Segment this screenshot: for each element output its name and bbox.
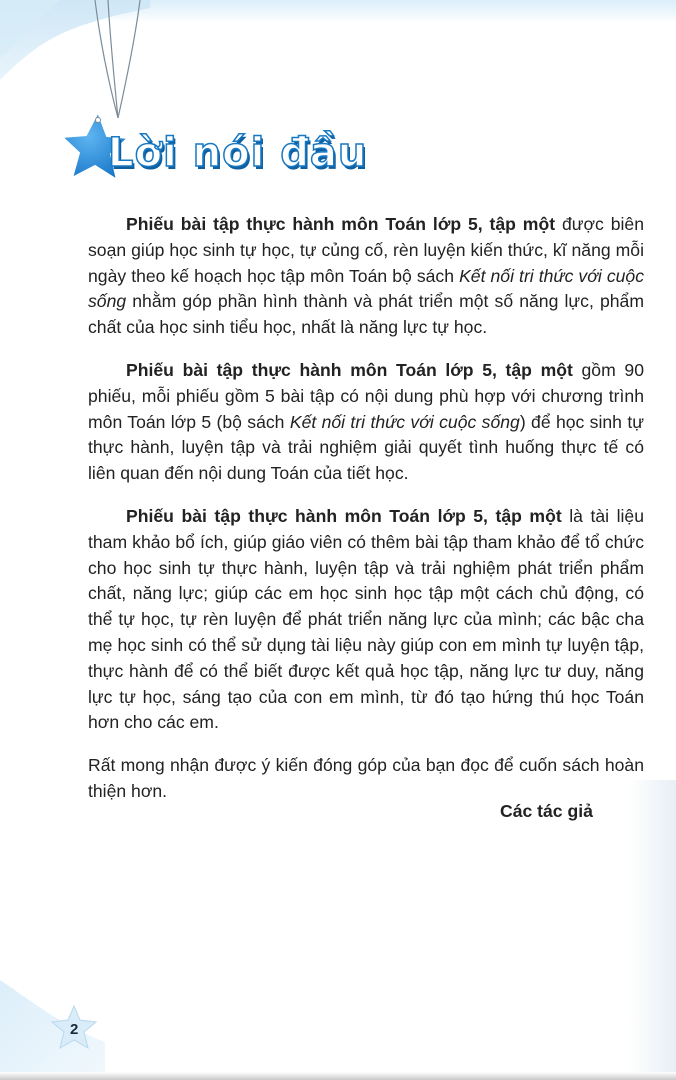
page-title: Lời nói đầu bbox=[108, 130, 368, 176]
corner-star-icon bbox=[0, 980, 110, 1080]
paragraph-text: là tài liệu tham khảo bổ ích, giúp giáo viên có thêm bài tập tham khảo để tổ chức cho học sinh tự thực hành, luyện tập và trải nghiệm phát triển phẩm chất, năng lực; giúp các em học sinh học tập một cách chủ động, có thể tự học, tự rèn luyện để phát triển năng lực của mình; các bậc cha mẹ học sinh có thể sử dụng tài liệu này giúp con em mình tự luyện tập, thực hành để có thể biết được kết quả học tập, năng lực tư duy, năng lực tự học, sáng tạo của con em mình, từ đó tạo hứng thú học Toán hơn cho các em. bbox=[88, 505, 644, 733]
paragraph-3 bbox=[88, 504, 644, 736]
page-bottom-edge bbox=[0, 1072, 676, 1080]
authors-signature: Các tác giả bbox=[500, 801, 593, 821]
foreword-body bbox=[88, 212, 644, 822]
right-edge-shade bbox=[628, 780, 676, 1080]
paragraph-1 bbox=[88, 212, 644, 341]
book-title-bold: Phiếu bài tập thực hành môn Toán lớp 5, tập một bbox=[126, 359, 573, 380]
paragraph-text: nhằm góp phần hình thành và phát triển một số năng lực, phẩm chất của học sinh tiểu học, nhất là năng lực tự học. bbox=[88, 291, 644, 338]
paragraph-text: gồm 90 phiếu, mỗi phiếu gồm 5 bài tập có nội dung phù hợp với chương trình môn Toán lớp 5 (bộ sách bbox=[88, 359, 644, 432]
paragraph-text: ) để học sinh tự thực hành, luyện tập và trải nghiệm giải quyết tình huống thực tế có liên quan đến nội dung Toán của tiết học. bbox=[88, 411, 644, 484]
page-number: 2 bbox=[70, 1021, 79, 1038]
series-name-italic: Kết nối tri thức với cuộc sống bbox=[289, 411, 520, 432]
series-name-italic: Kết nối tri thức với cuộc sống bbox=[88, 265, 644, 312]
paragraph-2 bbox=[88, 358, 644, 487]
book-title-bold: Phiếu bài tập thực hành môn Toán lớp 5, tập một bbox=[126, 214, 556, 234]
paragraph-4 bbox=[88, 753, 644, 805]
paragraph-text: Rất mong nhận được ý kiến đóng góp của bạn đọc để cuốn sách hoàn thiện hơn. bbox=[88, 755, 644, 801]
book-title-bold: Phiếu bài tập thực hành môn Toán lớp 5, tập một bbox=[126, 505, 562, 526]
paragraph-text: được biên soạn giúp học sinh tự học, tự củng cố, rèn luyện kiến thức, kĩ năng mỗi ngày theo kế hoạch học tập môn Toán bộ sách bbox=[88, 214, 644, 286]
